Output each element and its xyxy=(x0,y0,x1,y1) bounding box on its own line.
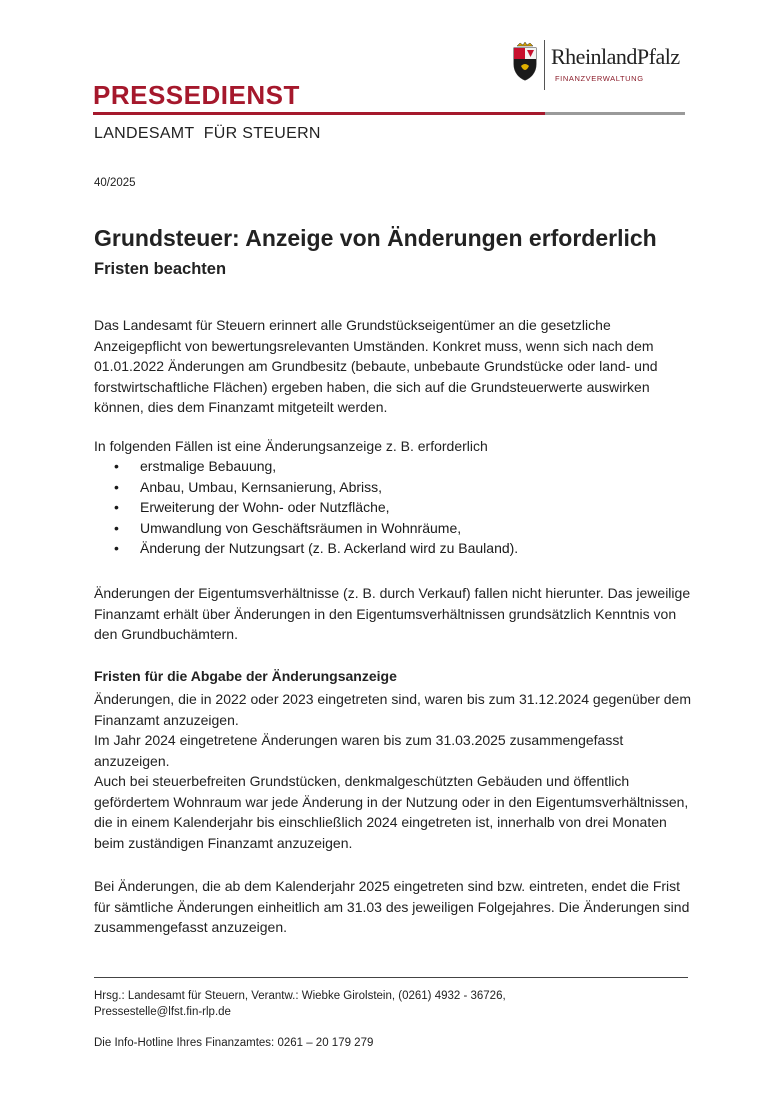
article-subheadline: Fristen beachten xyxy=(94,260,227,278)
list-item-text: Anbau, Umbau, Kernsanierung, Abriss, xyxy=(140,478,383,495)
paragraph-cases-intro: In folgenden Fällen ist eine Änderungsanzeige z. B. erforderlich xyxy=(94,438,488,454)
header-rule-grey xyxy=(545,112,685,115)
paragraph-intro: Das Landesamt für Steuern erinnert alle Grundstückseigentümer an die gesetzliche Anzeigepflicht von bewertungsrelevanten Umständen. Konkret muss, wenn sich nach dem 01.01.2022 Änderungen am Grundbesitz (bebaute, unbebaute Grundstücke oder land- und forstwirtschaftliche Flächen) ergeben haben, die sich auf die Grundsteuerwerte auswirken können, dies dem Finanzamt mitgeteilt werden. xyxy=(94,317,658,415)
list-item-text: Änderung der Nutzungsart (z. B. Ackerland wird zu Bauland). xyxy=(140,540,519,556)
deadline-exempt-properties: Auch bei steuerbefreiten Grundstücken, denkmalgeschützten Gebäuden und öffentlich gefördertem Wohnraum war jede Änderung in der Nutzung oder in den Eigentumsverhältnissen, die in einem Kalenderjahr bis einschließlich 2024 eingetreten ist, innerhalb von drei Monaten beim zuständigen Finanzamt anzuzeigen. xyxy=(94,773,689,851)
list-item xyxy=(112,518,518,539)
paragraph-deadlines xyxy=(94,689,694,853)
list-item xyxy=(112,538,518,559)
list-item xyxy=(112,477,518,498)
cases-list xyxy=(112,456,518,559)
coat-of-arms-icon xyxy=(511,42,539,82)
header-rule-red xyxy=(93,112,545,115)
footer-email[interactable]: Pressestelle@lfst.fin-rlp.de xyxy=(94,1006,231,1018)
release-number: 40/2025 xyxy=(94,177,136,189)
list-item xyxy=(112,456,518,477)
logo-wordmark: RheinlandPfalz xyxy=(551,44,680,69)
footer-publisher: Hrsg.: Landesamt für Steuern, Verantw.: Wiebke Girolstein, (0261) 4932 - 36726, xyxy=(94,990,506,1002)
bullet-icon: • xyxy=(114,458,119,474)
footer-divider xyxy=(94,977,688,978)
bullet-icon: • xyxy=(114,499,119,515)
agency-name: LANDESAMT FÜR STEUERN xyxy=(94,125,321,142)
bullet-icon: • xyxy=(114,540,119,556)
list-item-text: Erweiterung der Wohn- oder Nutzfläche, xyxy=(140,499,390,515)
logo-subtitle: FINANZVERWALTUNG xyxy=(555,74,644,83)
article-headline: Grundsteuer: Anzeige von Änderungen erforderlich xyxy=(94,225,657,251)
deadline-2022-2023: Änderungen, die in 2022 oder 2023 eingetreten sind, waren bis zum 31.12.2024 gegenüber dem Finanzamt anzuzeigen. xyxy=(94,691,691,728)
bullet-icon: • xyxy=(114,478,119,495)
list-item-text: Umwandlung von Geschäftsräumen in Wohnräume, xyxy=(140,519,462,536)
paragraph-ownership: Änderungen der Eigentumsverhältnisse (z. B. durch Verkauf) fallen nicht hierunter. Das jeweilige Finanzamt erhält über Änderungen in den Eigentumsverhältnissen grundsätzlich Kenntnis von den Grundbuchämtern. xyxy=(94,585,691,642)
footer-hotline: Die Info-Hotline Ihres Finanzamtes: 0261 – 20 179 279 xyxy=(94,1037,374,1049)
list-item xyxy=(112,497,518,518)
paragraph-from-2025: Bei Änderungen, die ab dem Kalenderjahr 2025 eingetreten sind bzw. eintreten, endet die Frist für sämtliche Änderungen einheitlich am 31.03 des jeweiligen Folgejahres. Die Änderungen sind zusammengefasst anzuzeigen. xyxy=(94,878,690,935)
deadline-2024: Im Jahr 2024 eingetretene Änderungen waren bis zum 31.03.2025 zusammengefasst anzuzeigen. xyxy=(94,732,624,769)
bullet-icon: • xyxy=(114,519,119,536)
logo-divider xyxy=(544,40,545,90)
list-item-text: erstmalige Bebauung, xyxy=(140,458,277,474)
brand-logo xyxy=(511,40,691,96)
section-heading-deadlines: Fristen für die Abgabe der Änderungsanzeige xyxy=(94,668,397,684)
page-title: PRESSEDIENST xyxy=(93,80,300,110)
